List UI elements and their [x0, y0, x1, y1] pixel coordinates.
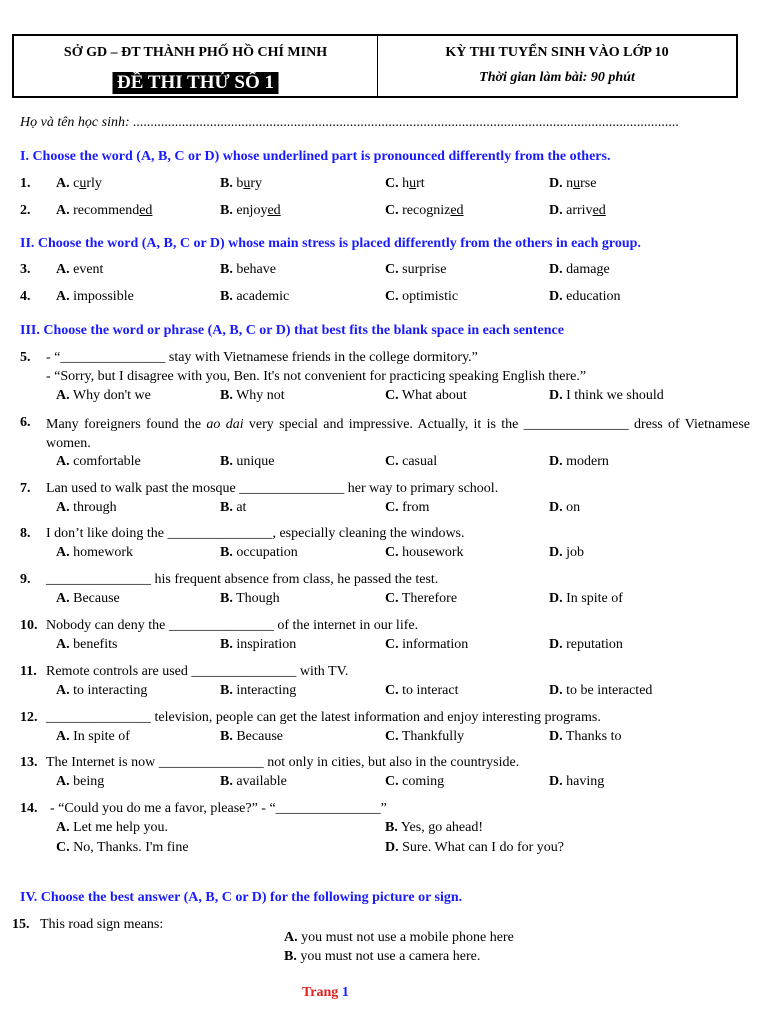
option-c: C. recognized: [385, 203, 464, 218]
question-stem: This road sign means:: [40, 917, 164, 932]
option-a: A. benefits: [56, 637, 118, 652]
option-c: C. casual: [385, 454, 438, 469]
question-stem: Lan used to walk past the mosque _______________ her way to primary school.: [46, 481, 499, 496]
option-b: B. unique: [220, 454, 275, 469]
option-c: C. from: [385, 500, 430, 515]
option-c: C. hurt: [385, 176, 425, 191]
question-number: 9.: [20, 572, 31, 587]
exam-title: KỲ THI TUYỂN SINH VÀO LỚP 10: [445, 45, 669, 60]
option-d: D. reputation: [549, 637, 623, 652]
question-number: 3.: [20, 262, 31, 277]
exam-badge: ĐỀ THI THỬ SỐ 1: [112, 72, 279, 94]
option-d: D. arrived: [549, 203, 606, 218]
section-3-heading: III. Choose the word or phrase (A, B, C or D) that best fits the blank space in each sentence: [20, 323, 564, 338]
option-d: D. damage: [549, 262, 610, 277]
question-number: 12.: [20, 710, 38, 725]
option-a: A. Let me help you.: [56, 820, 168, 835]
option-c: C. surprise: [385, 262, 447, 277]
option-c: C. Therefore: [385, 591, 458, 606]
option-d: D. In spite of: [549, 591, 623, 606]
option-a: A. recommended: [56, 203, 153, 218]
section-4-heading: IV. Choose the best answer (A, B, C or D) for the following picture or sign.: [20, 890, 463, 905]
option-a: A. through: [56, 500, 117, 515]
option-a: A. In spite of: [56, 729, 130, 744]
option-b: B. inspiration: [220, 637, 297, 652]
option-b: B. occupation: [220, 545, 298, 560]
question-stem: Many foreigners found the ao dai very special and impressive. Actually, it is the _______________ dress of Vietnamese women.: [46, 417, 750, 451]
option-d: D. on: [549, 500, 581, 515]
option-a: A. comfortable: [56, 454, 141, 469]
option-b: B. Because: [220, 729, 283, 744]
question-number: 8.: [20, 526, 31, 541]
option-d: D. Thanks to: [549, 729, 622, 744]
question-number: 15.: [12, 917, 30, 932]
question-number: 10.: [20, 618, 38, 633]
question-number: 5.: [20, 350, 31, 365]
option-c: C. What about: [385, 388, 467, 403]
option-b: B. interacting: [220, 683, 297, 698]
exam-duration: Thời gian làm bài: 90 phút: [479, 70, 635, 85]
question-number: 7.: [20, 481, 31, 496]
question-number: 4.: [20, 289, 31, 304]
option-a: A. Because: [56, 591, 120, 606]
section-1-heading: I. Choose the word (A, B, C or D) whose underlined part is pronounced differently from the others.: [20, 149, 611, 164]
question-number: 13.: [20, 755, 38, 770]
question-stem: _______________ television, people can get the latest information and enjoy interesting programs.: [46, 710, 601, 725]
option-a: A. Why don't we: [56, 388, 151, 403]
question-number: 2.: [20, 203, 31, 218]
option-c: C. coming: [385, 774, 445, 789]
question-number: 6.: [20, 415, 31, 430]
option-d: D. having: [549, 774, 605, 789]
question-stem: Remote controls are used _______________ with TV.: [46, 664, 349, 679]
option-d: D. I think we should: [549, 388, 664, 403]
page-number: 1: [341, 985, 349, 1000]
question-stem: I don’t like doing the _______________, especially cleaning the windows.: [46, 526, 465, 541]
question-stem: - “Could you do me a favor, please?” - “_______________”: [50, 801, 387, 816]
option-b: B. behave: [220, 262, 276, 277]
question-stem: _______________ his frequent absence from class, he passed the test.: [46, 572, 439, 587]
page-footer: [302, 985, 349, 1001]
option-c: C. information: [385, 637, 469, 652]
question-stem-reply: - “Sorry, but I disagree with you, Ben. It's not convenient for practicing speaking English there.”: [46, 369, 587, 384]
question-number: 14.: [20, 801, 38, 816]
option-c: C. optimistic: [385, 289, 459, 304]
department-name: SỞ GD – ĐT THÀNH PHỐ HỒ CHÍ MINH: [63, 45, 328, 60]
option-d: D. Sure. What can I do for you?: [385, 840, 564, 855]
option-c: C. No, Thanks. I'm fine: [56, 840, 189, 855]
option-a: A. impossible: [56, 289, 134, 304]
option-a: A. homework: [56, 545, 134, 560]
option-b: B. Though: [220, 591, 280, 606]
header-box: [12, 34, 738, 98]
option-c: C. housework: [385, 545, 464, 560]
question-stem: Nobody can deny the _______________ of the internet in our life.: [46, 618, 419, 633]
option-b: B. bury: [220, 176, 263, 191]
option-a: A. you must not use a mobile phone here: [284, 930, 514, 945]
student-name-line: Họ và tên học sinh: ............................................................................................................................................................: [20, 115, 680, 130]
question-stem: The Internet is now _______________ not only in cities, but also in the countryside.: [46, 755, 520, 770]
option-d: D. job: [549, 545, 585, 560]
question-number: 11.: [20, 664, 37, 679]
option-b: B. academic: [220, 289, 290, 304]
header-left: [14, 36, 378, 96]
option-a: A. curly: [56, 176, 102, 191]
option-d: D. education: [549, 289, 621, 304]
option-d: D. nurse: [549, 176, 597, 191]
option-a: A. to interacting: [56, 683, 148, 698]
question-stem: - “_______________ stay with Vietnamese friends in the college dormitory.”: [46, 350, 478, 365]
page-label: Trang: [302, 985, 342, 1000]
option-b: B. available: [220, 774, 287, 789]
section-2-heading: II. Choose the word (A, B, C or D) whose main stress is placed differently from the others in each group.: [20, 236, 641, 251]
option-a: A. being: [56, 774, 105, 789]
option-b: B. Why not: [220, 388, 285, 403]
option-b: B. enjoyed: [220, 203, 281, 218]
option-d: D. modern: [549, 454, 609, 469]
question-number: 1.: [20, 176, 31, 191]
option-d: D. to be interacted: [549, 683, 653, 698]
header-right: [378, 36, 736, 96]
option-b: B. at: [220, 500, 247, 515]
option-c: C. Thankfully: [385, 729, 465, 744]
option-a: A. event: [56, 262, 104, 277]
option-b: B. you must not use a camera here.: [284, 949, 481, 964]
option-c: C. to interact: [385, 683, 459, 698]
option-b: B. Yes, go ahead!: [385, 820, 484, 835]
